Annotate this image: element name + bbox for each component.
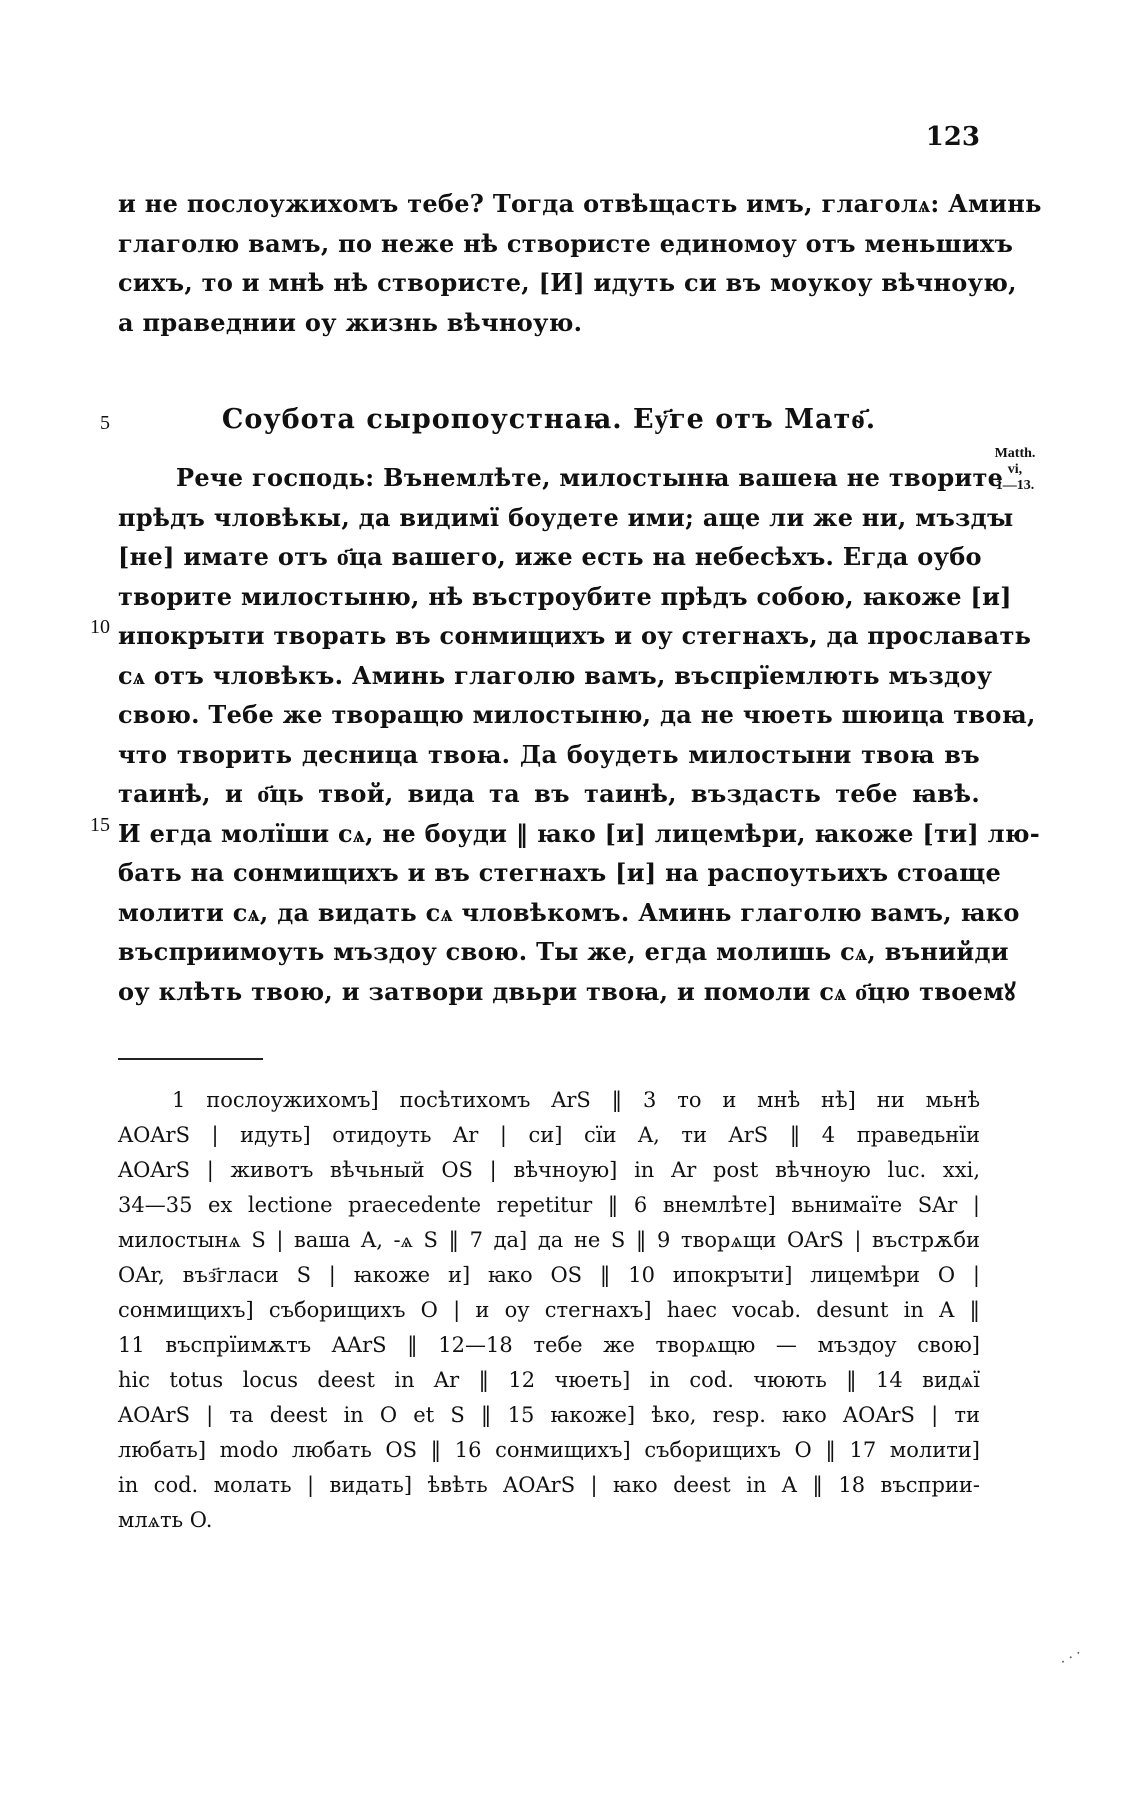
margin-reference-verses: 1—13. xyxy=(995,478,1035,493)
footnote-line: 11 въспрїимѫтъ AArS ‖ 12—18 тебе же творѧщю — мъздоу свою] xyxy=(118,1333,980,1357)
footnote-line: сонмищихъ] съборищихъ O | и оу стегнахъ] haec vocab. desunt in A ‖ xyxy=(118,1298,980,1322)
text-line: творите милостыню, нѣ въстроубите прѣдъ собою, ꙗкоже [и] xyxy=(118,581,1012,611)
line-number-5: 5 xyxy=(100,412,110,434)
passage-end xyxy=(118,184,1042,342)
text-line: въсприимоуть мъздоу свою. Ты же, егда молишь сѧ, вънийди xyxy=(118,937,1009,966)
text-line: а праведнии оу жизнь вѣчноую. xyxy=(118,307,583,337)
footnote-line: млѧть O. xyxy=(118,1508,213,1532)
text-line: глаголю вамъ, по неже нѣ створисте единомоу отъ меньшихъ xyxy=(118,228,1014,258)
text-line: сѧ отъ чловѣкъ. Аминь глаголю вамъ, въспрїемлють мъздоу xyxy=(118,660,993,690)
footnote-line: AOArS | животъ вѣчьный OS | вѣчноую] in Ar post вѣчноую luc. xxi, xyxy=(118,1158,980,1182)
text-line: свою. Тебе же творащю милостыню, да не чюеть шюица твоꙗ, xyxy=(118,700,1036,729)
section-heading: Соубота сыропоустнаꙗ. Еу҃ге отъ Матѳ҃. xyxy=(221,404,877,435)
text-line: таинѣ, и о҃ць твой, вида та въ таинѣ, въздасть тебе ꙗвѣ. xyxy=(118,779,980,808)
text-line: бать на сонмищихъ и въ стегнахъ [и] на распоутьихъ стоаще xyxy=(118,858,1002,887)
text-line: прѣдъ чловѣкы, да видимї боудете ими; аще ли же ни, мъздꙑ xyxy=(118,502,1014,532)
text-line: Рече господь: Вънемлѣте, милостынꙗ вашеꙗ не творите xyxy=(176,463,1004,492)
margin-reference-chapter: vi, xyxy=(1007,462,1023,477)
margin-reference-book: Matth. xyxy=(994,446,1036,461)
text-line: оу клѣть твою, и затвори двьри твоꙗ, и помоли сѧ о҃цю твоемꙋ xyxy=(118,976,1016,1006)
line-number-15: 15 xyxy=(90,814,110,836)
text-line: ипокрꙑти творать въ сонмищихъ и оу стегнахъ, да прославать xyxy=(118,621,1032,650)
critical-apparatus xyxy=(118,1083,980,1538)
scan-speckles: · · · xyxy=(1057,1645,1085,1671)
footnote-divider xyxy=(118,1058,263,1060)
text-line: сихъ, то и мнѣ нѣ створисте, [И] идуть си въ моукоу вѣчноую, xyxy=(118,268,1017,297)
text-line: молити сѧ, да видать сѧ чловѣкомъ. Аминь глаголю вамъ, ꙗко xyxy=(118,897,1020,927)
footnote-line: 34—35 ex lectione praecedente repetitur ‖ 6 внемлѣте] вьнимаїте SAr | xyxy=(118,1193,980,1217)
footnote-line: AOArS | та deest in O et S ‖ 15 ꙗкоже] ѣко, resp. ꙗко AOArS | ти xyxy=(118,1403,980,1427)
page-number: 123 xyxy=(925,122,980,152)
footnote-line: OAr, въз҃гласи S | ꙗкоже и] ꙗко OS ‖ 10 ипокрꙑти] лицемѣри O | xyxy=(118,1263,980,1287)
footnote-line: AOArS | идуть] отидоуть Ar | си] сїи A, ти ArS ‖ 4 праведьнїи xyxy=(118,1123,980,1147)
footnote-line: hic totus locus deest in Ar ‖ 12 чюеть] in cod. чюють ‖ 14 видѧї xyxy=(118,1368,980,1392)
text-line: и не послоужихомъ тебе? Тогда отвѣщасть имъ, глаголѧ: Аминь xyxy=(118,189,1042,218)
text-line: что творить десница твоꙗ. Да боудеть милостыни твоꙗ въ xyxy=(118,739,980,769)
text-line: [не] имате отъ о҃ца вашего, иже есть на небесѣхъ. Егда оубо xyxy=(118,542,982,571)
text-line: И егда молїши сѧ, не боуди ‖ ꙗко [и] лицемѣри, ꙗкоже [ти] лю- xyxy=(118,818,1041,848)
footnote-line: 1 послоужихомъ] посѣтихомъ ArS ‖ 3 то и мнѣ нѣ] ни мьнѣ xyxy=(172,1088,980,1112)
footnote-line: любать] modo любать OS ‖ 16 сонмищихъ] съборищихъ O ‖ 17 молити] xyxy=(118,1438,980,1462)
line-number-10: 10 xyxy=(90,616,110,638)
footnote-line: in cod. молать | видать] ѣвѣть AOArS | ꙗко deest in A ‖ 18 въсприи- xyxy=(118,1473,980,1497)
footnote-line: милостынѧ S | ваша A, -ѧ S ‖ 7 да] да не S ‖ 9 творѧщи OArS | въстрѫби xyxy=(118,1228,980,1252)
